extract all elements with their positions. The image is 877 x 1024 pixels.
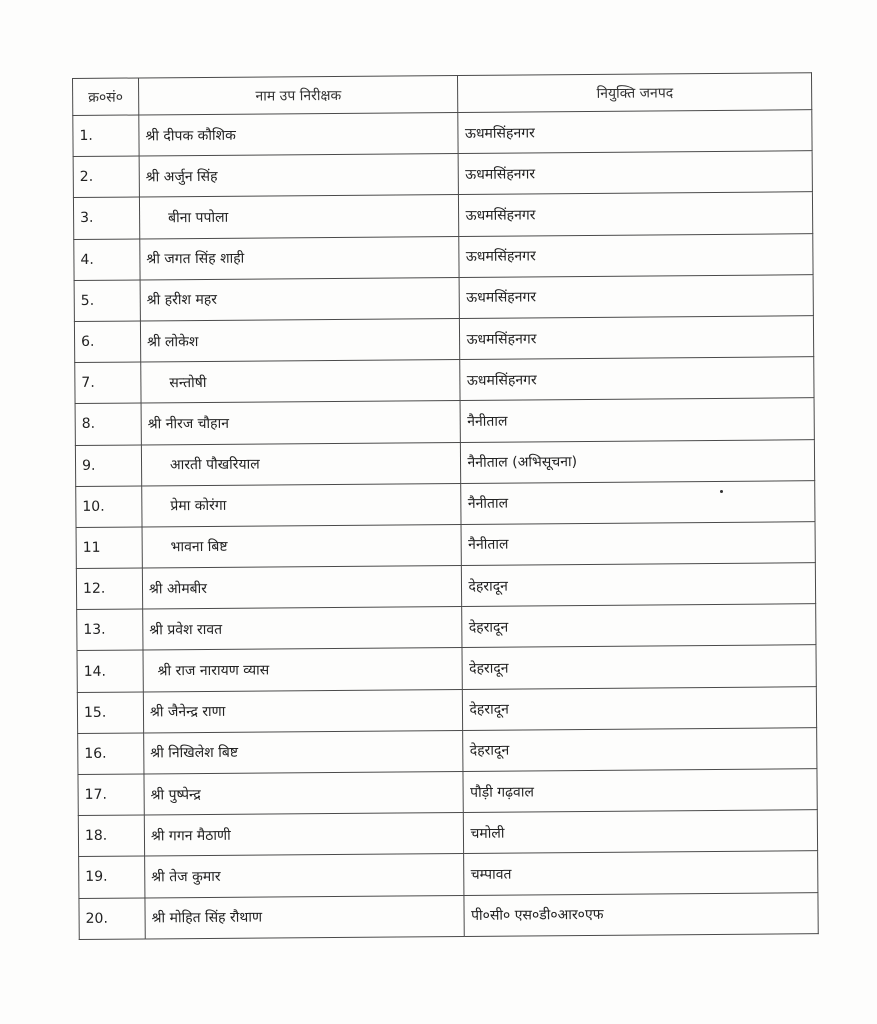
name-cell (144, 813, 464, 857)
name-cell (144, 771, 464, 815)
district-cell: ऊधमसिंहनगर (459, 151, 813, 195)
district-cell: देहरादून (462, 645, 816, 689)
table-row (73, 151, 812, 198)
serial-number-cell: 20. (79, 898, 145, 940)
sub-inspector-name: श्री नीरज चौहान (147, 415, 230, 433)
sub-inspector-name: श्री हरीश महर (146, 292, 218, 309)
district-cell: नैनीताल (461, 480, 815, 524)
name-cell (140, 318, 460, 362)
table-header-row (73, 73, 812, 116)
sub-inspector-name: श्री मोहित सिंह रौथाण (151, 909, 263, 927)
district-cell: देहरादून (462, 604, 816, 648)
table-row (79, 851, 818, 898)
table-row (76, 522, 815, 569)
table-row (76, 480, 815, 527)
serial-number-cell: 13. (77, 609, 143, 651)
table-row (75, 398, 814, 445)
district-cell: पौड़ी गढ़वाल (463, 769, 817, 813)
district-cell: ऊधमसिंहनगर (459, 233, 813, 277)
sub-inspector-name: श्री निखिलेश बिष्ट (150, 745, 239, 762)
name-cell (145, 854, 465, 898)
sub-inspector-name: श्री पुष्पेन्द्र (150, 786, 201, 803)
sub-inspector-name: श्री अर्जुन सिंह (145, 168, 218, 186)
district-cell: नैनीताल (461, 398, 815, 442)
serial-number-cell: 18. (78, 815, 144, 857)
name-cell (139, 154, 459, 198)
serial-number-cell: 14. (77, 650, 143, 692)
sub-inspector-name: सन्तोषी (169, 374, 207, 391)
name-cell (143, 648, 463, 692)
sub-inspector-name: श्री लोकेश (146, 333, 199, 350)
district-cell: नैनीताल (अभिसूचना) (461, 439, 815, 483)
district-cell: ऊधमसिंहनगर (460, 357, 814, 401)
district-cell: चम्पावत (464, 851, 818, 895)
table-row (79, 892, 818, 939)
table-row (78, 769, 817, 816)
name-cell (142, 566, 462, 610)
serial-number-cell: 4. (74, 239, 140, 281)
table-row (78, 727, 817, 774)
serial-number-cell: 8. (75, 403, 141, 445)
name-cell (142, 524, 462, 568)
serial-number-cell: 11 (76, 527, 142, 569)
sub-inspector-name: श्री तेज कुमार (151, 868, 221, 886)
district-cell: ऊधमसिंहनगर (460, 274, 814, 318)
sub-inspector-name: श्री जैनेन्द्र राणा (149, 704, 226, 721)
name-cell (143, 607, 463, 651)
name-cell (140, 236, 460, 280)
serial-number-cell: 6. (74, 321, 140, 363)
table-row (77, 604, 816, 651)
serial-number-cell: 17. (78, 774, 144, 816)
serial-number-cell: 5. (74, 280, 140, 322)
table-row (73, 110, 812, 157)
district-cell: चमोली (464, 810, 818, 854)
sub-inspector-name: श्री गगन मैठाणी (150, 827, 231, 845)
name-cell (139, 195, 459, 239)
sub-inspector-name: श्री दीपक कौशिक (145, 127, 236, 145)
table-row (74, 233, 813, 280)
serial-number-cell: 9. (75, 444, 141, 486)
table-row (76, 563, 815, 610)
name-cell (144, 730, 464, 774)
serial-number-cell: 2. (73, 156, 139, 198)
name-cell (141, 401, 461, 445)
serial-number-cell: 1. (73, 115, 139, 157)
table-row (73, 192, 812, 239)
serial-number-cell: 19. (79, 856, 145, 898)
table-row (74, 274, 813, 321)
table-row (77, 686, 816, 733)
sub-inspector-name: भावना बिष्ट (170, 539, 228, 556)
header-appointment-district: नियुक्ति जनपद (458, 73, 812, 113)
district-cell: देहरादून (462, 563, 816, 607)
district-cell: ऊधमसिंहनगर (459, 192, 813, 236)
district-cell: ऊधमसिंहनगर (458, 110, 812, 154)
sub-inspector-name: श्री ओमबीर (148, 580, 208, 598)
name-cell (140, 277, 460, 321)
appointment-table (72, 72, 819, 940)
header-sub-inspector-name: नाम उप निरीक्षक (138, 75, 458, 115)
sub-inspector-name: प्रेमा कोरंगा (170, 498, 227, 515)
sub-inspector-name: श्री प्रवेश रावत (149, 621, 223, 639)
serial-number-cell: 12. (76, 568, 142, 610)
name-cell (139, 112, 459, 156)
district-cell: देहरादून (463, 727, 817, 771)
sub-inspector-name: श्री जगत सिंह शाही (146, 250, 245, 268)
name-cell (145, 895, 465, 939)
name-cell (141, 442, 461, 486)
table-row (74, 316, 813, 363)
name-cell (141, 360, 461, 404)
district-cell: ऊधमसिंहनगर (460, 316, 814, 360)
district-cell: पी०सी० एस०डी०आर०एफ (464, 892, 818, 936)
sub-inspector-name: बीना पपोला (167, 209, 229, 227)
sub-inspector-name: श्री राज नारायण व्यास (157, 662, 270, 680)
table-row (75, 357, 814, 404)
paper-speck (720, 490, 723, 493)
name-cell (143, 689, 463, 733)
serial-number-cell: 16. (78, 733, 144, 775)
district-cell: नैनीताल (461, 522, 815, 566)
table-row (78, 810, 817, 857)
table-row (77, 645, 816, 692)
serial-number-cell: 3. (73, 197, 139, 239)
serial-number-cell: 15. (77, 692, 143, 734)
serial-number-cell: 10. (76, 486, 142, 528)
sub-inspector-name: आरती पौखरियाल (169, 456, 260, 474)
name-cell (142, 483, 462, 527)
table-body (73, 110, 818, 940)
serial-number-cell: 7. (75, 362, 141, 404)
table-row (75, 439, 814, 486)
district-cell: देहरादून (463, 686, 817, 730)
header-serial-number: क्र०सं० (73, 78, 139, 116)
